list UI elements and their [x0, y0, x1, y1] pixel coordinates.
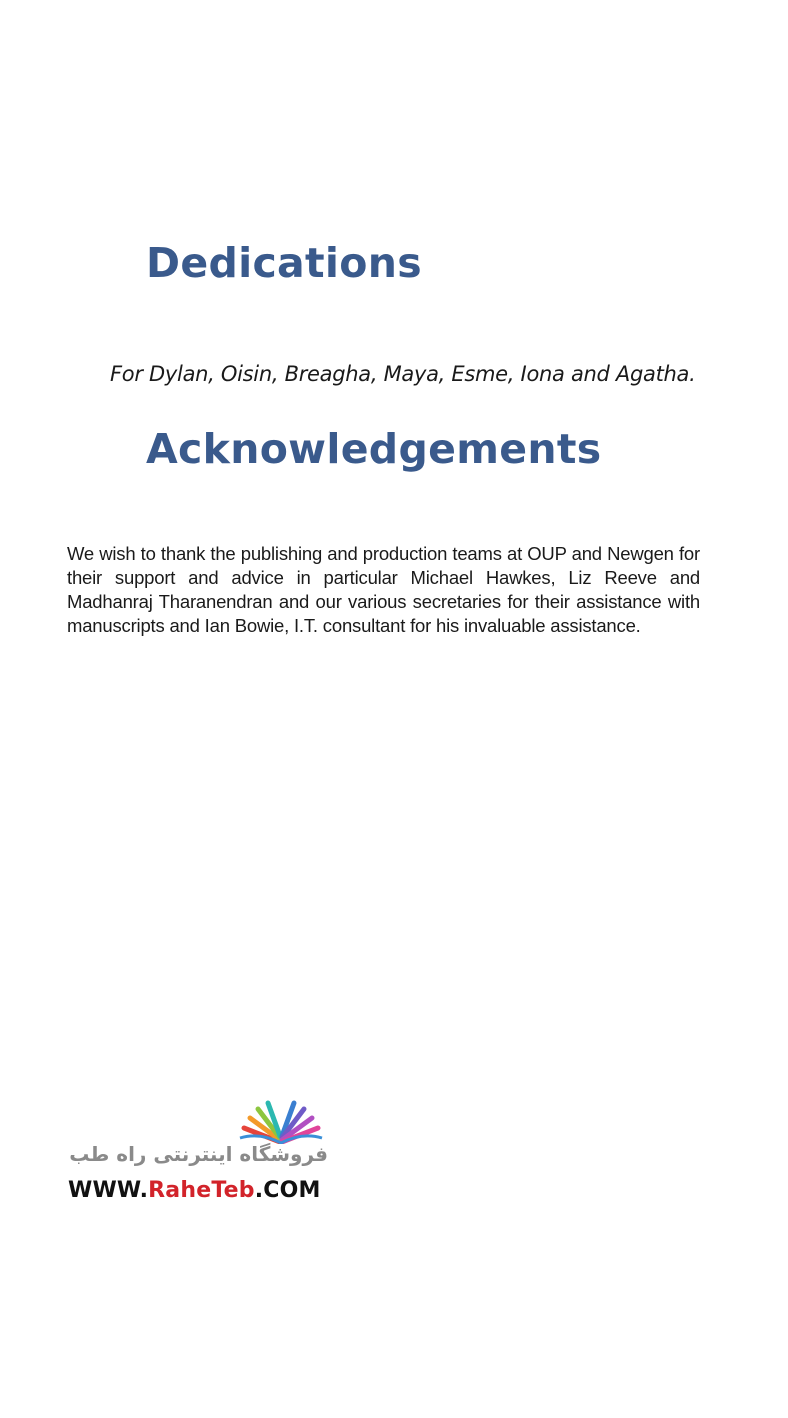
raheteb-watermark: [66, 1098, 330, 1208]
dedications-heading: Dedications: [146, 239, 422, 287]
site-url-brand: RaheTeb: [148, 1178, 255, 1203]
shop-name: فروشگاه اینترنتی راه طب: [69, 1142, 328, 1166]
acknowledgements-heading: Acknowledgements: [146, 425, 602, 473]
acknowledgements-paragraph: We wish to thank the publishing and production teams at OUP and Newgen for their support and advice in particular Michael Hawkes, Liz Reeve and Madhanraj Tharanendran and our various secretaries for their assistance with manuscripts and Ian Bowie, I.T. consultant for his invaluable assistance.: [67, 543, 700, 636]
dedication-text: For Dylan, Oisin, Breagha, Maya, Esme, Iona and Agatha.: [110, 362, 696, 386]
site-url: [68, 1178, 321, 1203]
site-url-suffix: .COM: [254, 1178, 321, 1203]
site-url-prefix: WWW.: [68, 1178, 149, 1203]
open-book-logo-icon: [236, 1098, 326, 1144]
